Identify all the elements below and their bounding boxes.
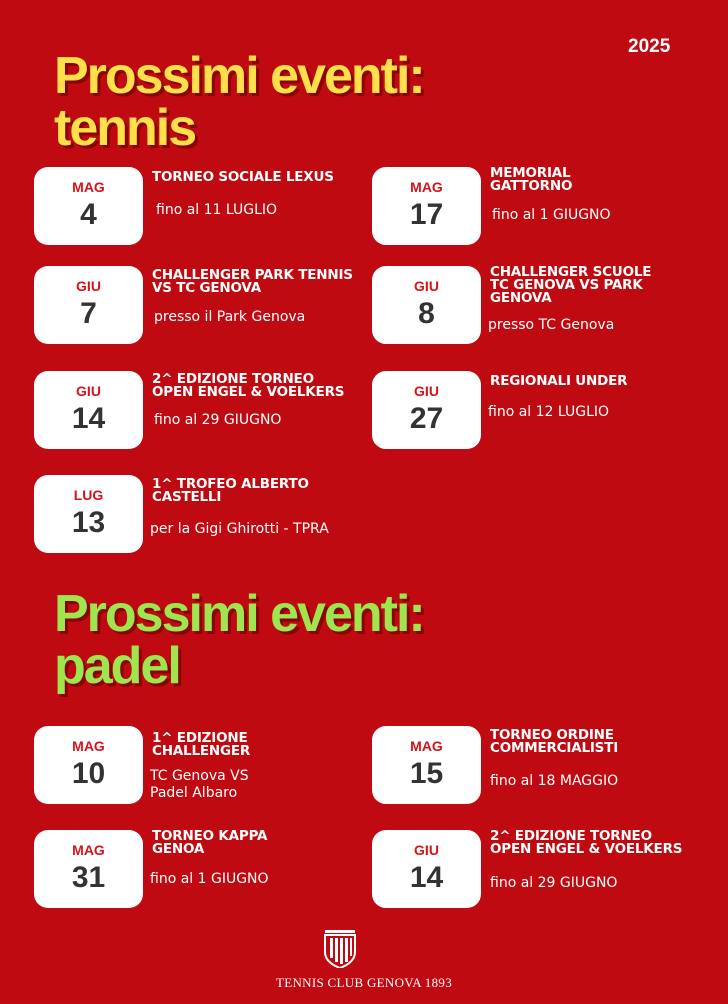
date-card xyxy=(34,726,143,804)
event-title: 1^ EDIZIONE CHALLENGER xyxy=(152,730,251,759)
event-title: 2^ EDIZIONE TORNEO OPEN ENGEL & VOELKERS xyxy=(152,371,345,400)
event-day: 17 xyxy=(409,198,444,231)
event-title: CHALLENGER PARK TENNIS VS TC GENOVA xyxy=(152,267,353,296)
event-subtitle: fino al 12 LUGLIO xyxy=(488,404,610,420)
event-day: 15 xyxy=(409,757,444,790)
event-month: GIU xyxy=(414,383,439,399)
event-month: MAG xyxy=(72,842,105,858)
event-subtitle: fino al 29 GIUGNO xyxy=(490,875,618,891)
date-card xyxy=(34,167,143,245)
date-card xyxy=(372,167,481,245)
event-subtitle: fino al 18 MAGGIO xyxy=(490,773,619,789)
event-title: REGIONALI UNDER xyxy=(490,373,628,389)
event-title: TORNEO KAPPA GENOA xyxy=(152,828,268,857)
event-subtitle: presso TC Genova xyxy=(488,317,615,333)
padel-section-title xyxy=(54,585,424,695)
tennis-title-line1: Prossimi eventi: xyxy=(54,47,424,105)
event-month: GIU xyxy=(76,383,101,399)
event-month: GIU xyxy=(414,842,439,858)
event-subtitle: TC Genova VS Padel Albaro xyxy=(150,768,249,801)
date-card xyxy=(34,830,143,908)
date-card xyxy=(372,830,481,908)
club-crest-icon xyxy=(322,930,358,972)
event-month: GIU xyxy=(414,278,439,294)
event-day: 14 xyxy=(71,402,106,435)
padel-title-line2: padel xyxy=(54,637,180,695)
event-month: MAG xyxy=(72,738,105,754)
event-day: 14 xyxy=(409,861,444,894)
date-card xyxy=(372,371,481,449)
event-subtitle: fino al 11 LUGLIO xyxy=(156,202,278,218)
event-title: 1^ TROFEO ALBERTO CASTELLI xyxy=(152,476,309,505)
event-subtitle: presso il Park Genova xyxy=(154,309,306,325)
event-subtitle: fino al 29 GIUGNO xyxy=(154,412,282,428)
event-subtitle: fino al 1 GIUGNO xyxy=(150,871,269,887)
event-day: 13 xyxy=(71,506,106,539)
event-title: CHALLENGER SCUOLE TC GENOVA VS PARK GENOVA xyxy=(490,264,652,306)
event-month: MAG xyxy=(410,179,443,195)
date-card xyxy=(34,371,143,449)
event-day: 10 xyxy=(71,757,106,790)
event-title: TORNEO SOCIALE LEXUS xyxy=(152,169,334,185)
year-label: 2025 xyxy=(628,36,671,57)
date-card xyxy=(34,266,143,344)
tennis-section-title xyxy=(54,47,424,157)
event-month: LUG xyxy=(73,487,104,503)
club-name: TENNIS CLUB GENOVA 1893 xyxy=(275,975,453,990)
padel-title-line1: Prossimi eventi: xyxy=(54,585,424,643)
event-day: 4 xyxy=(80,198,97,231)
date-card xyxy=(372,266,481,344)
event-day: 8 xyxy=(418,297,435,330)
date-card xyxy=(34,475,143,553)
event-subtitle: per la Gigi Ghirotti - TPRA xyxy=(150,521,329,537)
tennis-title-line2: tennis xyxy=(54,99,196,157)
event-day: 31 xyxy=(71,861,106,894)
event-month: MAG xyxy=(410,738,443,754)
event-title: MEMORIAL GATTORNO xyxy=(490,165,573,194)
event-day: 27 xyxy=(409,402,444,435)
event-day: 7 xyxy=(80,297,97,330)
event-subtitle: fino al 1 GIUGNO xyxy=(492,207,611,223)
date-card xyxy=(372,726,481,804)
event-title: 2^ EDIZIONE TORNEO OPEN ENGEL & VOELKERS xyxy=(490,828,683,857)
event-month: MAG xyxy=(72,179,105,195)
event-title: TORNEO ORDINE COMMERCIALISTI xyxy=(490,727,619,756)
event-month: GIU xyxy=(76,278,101,294)
